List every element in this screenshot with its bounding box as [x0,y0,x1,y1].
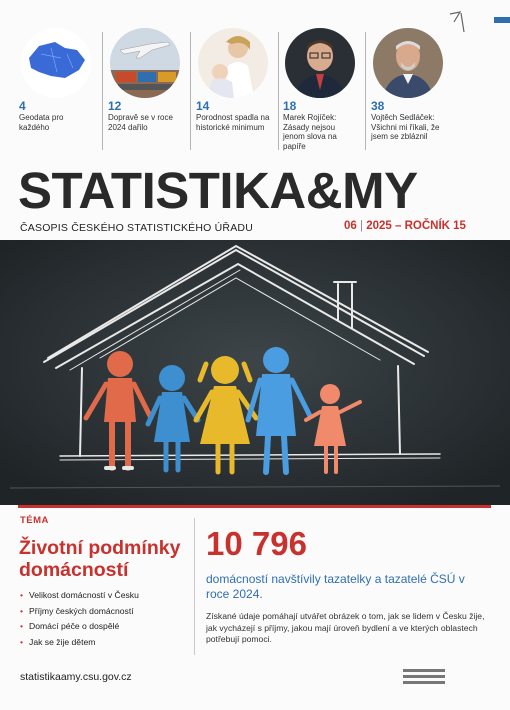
magazine-subtitle: ČASOPIS ČESKÉHO STATISTICKÉHO ÚŘADU [20,222,253,234]
theme-label: TÉMA [20,515,49,526]
teaser-text: Marek Rojíček: Zásady nejsou jenom slova na papíře [283,113,337,151]
teaser-page-number: 12 [108,99,122,113]
list-item: • Příjmy českých domácností [20,604,139,620]
list-item: • Jak se žije dětem [20,635,139,651]
teaser-geodata[interactable] [19,28,93,132]
issue-year: 2025 [366,220,392,232]
transport-icon [110,28,180,98]
teaser-sedlacek[interactable] [371,28,445,142]
csu-logo-icon [403,669,445,685]
czech-map-icon [21,28,91,98]
teaser-page-number: 4 [19,99,26,113]
feature-headline: domácností navštívily tazatelky a tazatelé ČSÚ v roce 2024. [206,572,465,601]
teaser-birthrate[interactable] [196,28,270,132]
feature-text: Získané údaje pomáhají utvářet obrázek o tom, jak se lidem v Česku žije, jak vycházejí s příjmy, jakou mají úroveň bydlení a ve kterých oblastech potřebují pomoci. [206,611,485,644]
issue-info: 06 | 2025 – ROČNÍK 15 [344,220,466,232]
portrait-icon [373,28,443,98]
list-item: • Velikost domácností v Česku [20,588,139,604]
magazine-title: STATISTIKA&MY [18,162,418,219]
theme-bullet-list [20,588,139,650]
teaser-text: Porodnost spadla na historické minimum [196,113,270,132]
feature-number: 10 796 [206,525,307,562]
handwritten-mark-icon [446,10,472,34]
divider [278,32,279,150]
divider [190,32,191,150]
teaser-text: Dopravě se v roce 2024 dařilo [108,113,173,132]
divider [102,32,103,150]
portrait-icon [285,28,355,98]
cover-illustration [0,240,510,505]
theme-title: Životní podmínky domácností [19,537,181,581]
blue-edge-tab [494,17,510,23]
teaser-page-number: 14 [196,99,210,113]
list-item: • Domácí péče o dospělé [20,619,139,635]
teaser-rojicek[interactable] [283,28,357,151]
issue-number: 06 [344,220,357,232]
teaser-transport[interactable] [108,28,182,132]
divider [194,518,195,655]
teaser-page-number: 18 [283,99,297,113]
divider [365,32,366,150]
issue-volume: – ROČNÍK 15 [395,220,466,232]
website-link[interactable]: statistikaamy.csu.gov.cz [20,671,132,683]
teaser-text: Vojtěch Sedláček: Všichni mi říkali, že jsem se zbláznil [371,113,440,141]
teaser-page-number: 38 [371,99,385,113]
mother-baby-icon [198,28,268,98]
accent-divider [18,505,491,508]
teaser-text: Geodata pro každého [19,113,64,132]
